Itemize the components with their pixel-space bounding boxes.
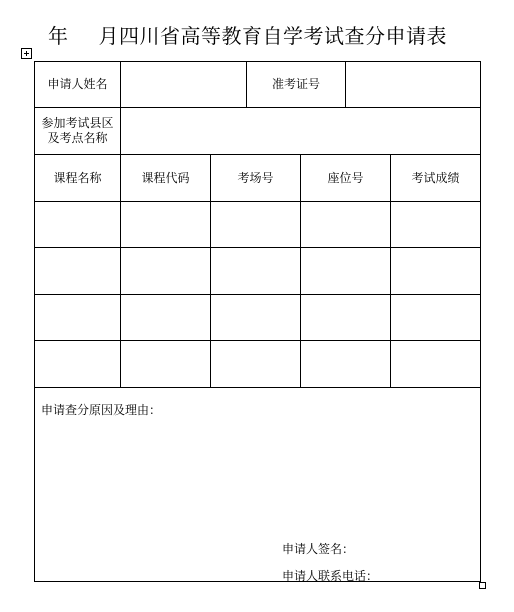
exam-room-cell[interactable] <box>211 202 300 247</box>
course-name-cell[interactable] <box>35 295 120 340</box>
exam-location-label-line2: 及考点名称 <box>47 131 108 145</box>
exam-score-cell[interactable] <box>391 295 480 340</box>
course-name-cell[interactable] <box>35 341 120 387</box>
seat-number-cell[interactable] <box>301 248 390 294</box>
title-text: 月四川省高等教育自学考试查分申请表 <box>98 24 447 48</box>
exam-location-label-line1: 参加考试县区 <box>41 116 114 130</box>
course-name-cell[interactable] <box>35 248 120 294</box>
table-move-handle-icon[interactable] <box>21 48 32 59</box>
column-header-course-code: 课程代码 <box>141 170 190 185</box>
applicant-name-field[interactable] <box>121 62 246 107</box>
exam-score-cell[interactable] <box>391 202 480 247</box>
signature-label: 申请人签名： <box>282 542 355 556</box>
form-title <box>48 20 447 49</box>
exam-room-cell[interactable] <box>211 341 300 387</box>
exam-location-label <box>35 108 120 154</box>
exam-location-field[interactable] <box>121 108 480 154</box>
exam-room-cell[interactable] <box>211 248 300 294</box>
column-header-seat-number: 座位号 <box>327 170 364 185</box>
exam-score-cell[interactable] <box>391 341 480 387</box>
column-header-exam-room: 考场号 <box>237 170 274 185</box>
table-resize-handle-icon[interactable] <box>479 582 486 589</box>
exam-room-cell[interactable] <box>211 295 300 340</box>
course-code-cell[interactable] <box>121 341 210 387</box>
course-code-cell[interactable] <box>121 202 210 247</box>
column-header-exam-score: 考试成绩 <box>411 170 460 185</box>
course-name-cell[interactable] <box>35 202 120 247</box>
column-header-course-name: 课程名称 <box>53 170 102 185</box>
exam-number-field[interactable] <box>346 62 480 107</box>
applicant-name-label: 申请人姓名 <box>47 77 108 91</box>
seat-number-cell[interactable] <box>301 295 390 340</box>
phone-label: 申请人联系电话： <box>282 569 379 583</box>
exam-number-label: 准考证号 <box>271 77 320 91</box>
reason-label: 申请查分原因及理由： <box>41 403 162 417</box>
exam-score-cell[interactable] <box>391 248 480 294</box>
course-code-cell[interactable] <box>121 248 210 294</box>
seat-number-cell[interactable] <box>301 202 390 247</box>
title-year: 年 <box>48 24 69 48</box>
seat-number-cell[interactable] <box>301 341 390 387</box>
course-code-cell[interactable] <box>121 295 210 340</box>
